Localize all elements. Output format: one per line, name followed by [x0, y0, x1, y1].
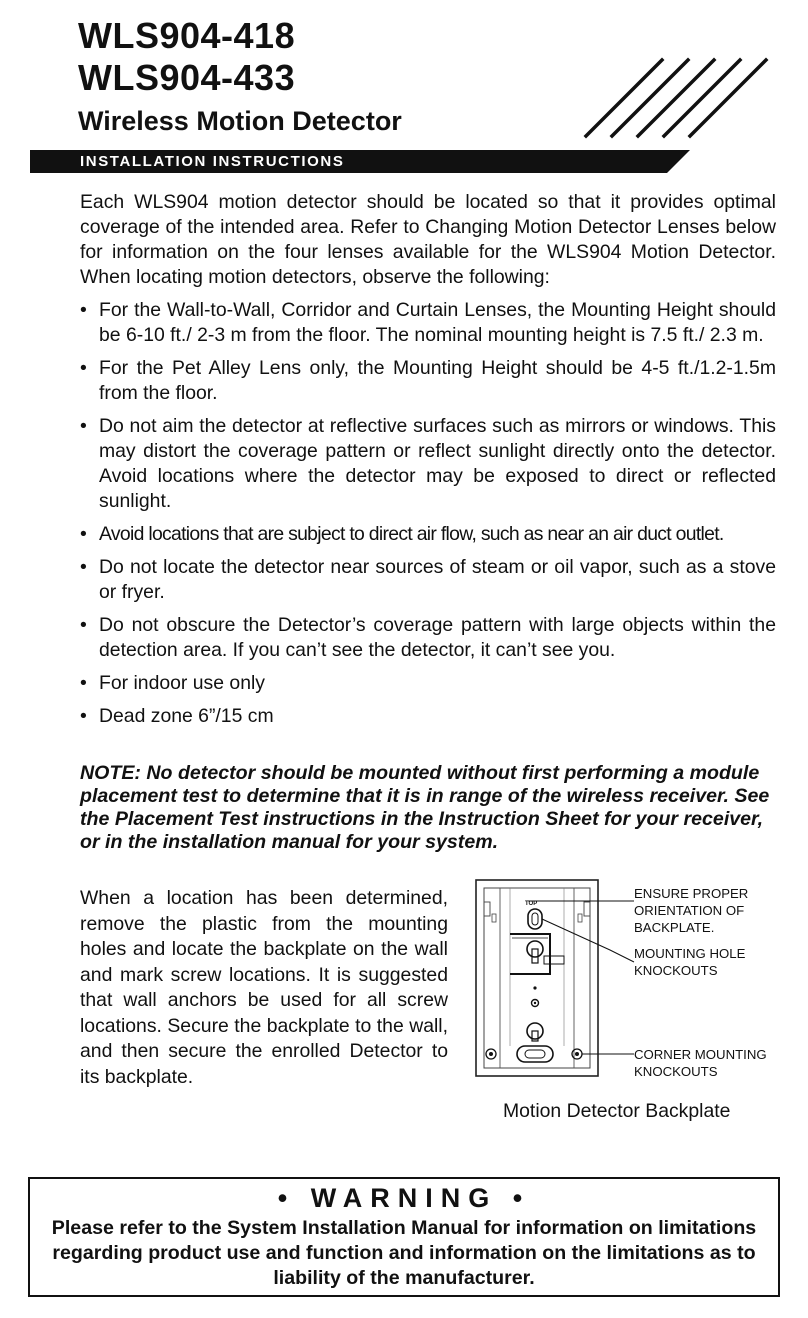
list-item: • Do not aim the detector at reflective surfaces such as mirrors or windows. This may distort the coverage pattern or reflect sunlight directly onto the detector. Avoid locations where the detector may be exposed to direct or reflected sunlight.	[80, 414, 776, 514]
model-number-433: WLS904-433	[78, 57, 296, 98]
document-subtitle: Wireless Motion Detector	[78, 106, 402, 136]
placement-guidelines-list	[80, 298, 776, 737]
list-item: • For the Pet Alley Lens only, the Mounting Height should be 4-5 ft./1.2-1.5m from the floor.	[80, 356, 776, 406]
list-item: • For indoor use only	[80, 671, 776, 696]
callout-corner-mounting-knockouts: CORNER MOUNTING KNOCKOUTS	[634, 1047, 767, 1079]
list-item: • Dead zone 6”/15 cm	[80, 704, 776, 729]
model-number-418: WLS904-418	[78, 15, 296, 56]
list-item: • Do not locate the detector near sources of steam or oil vapor, such as a stove or fryer.	[80, 555, 776, 605]
list-item: • Do not obscure the Detector’s coverage pattern with large objects within the detection area. If you can’t see the detector, it can’t see you.	[80, 613, 776, 663]
intro-paragraph: Each WLS904 motion detector should be located so that it provides optimal coverage of the intended area. Refer to Changing Motion Detector Lenses below for information on the four lenses available for the WLS904 Motion Detector. When locating motion detectors, observe the following:	[80, 191, 776, 288]
figure-caption: Motion Detector Backplate	[503, 1100, 731, 1122]
list-item: • For the Wall-to-Wall, Corridor and Curtain Lenses, the Mounting Height should be 6-10 ft./ 2-3 m from the floor. The nominal mounting height is 7.5 ft./ 2.3 m.	[80, 298, 776, 348]
top-mark-label: TOP	[525, 901, 538, 907]
warning-title: • WARNING •	[277, 1183, 531, 1213]
callout-mounting-hole-knockouts: MOUNTING HOLE KNOCKOUTS	[634, 946, 746, 978]
section-title: INSTALLATION INSTRUCTIONS	[80, 153, 345, 170]
decorative-stripes	[580, 56, 780, 140]
callout-orientation: ENSURE PROPER ORIENTATION OF BACKPLATE.	[634, 886, 749, 935]
list-item: • Avoid locations that are subject to direct air flow, such as near an air duct outlet.	[80, 522, 776, 547]
mounting-paragraph: When a location has been determined, remove the plastic from the mounting holes and locate the backplate on the wall and mark screw locations. It is suggested that wall anchors be used for all screw locations. Secure the backplate to the wall, and then secure the enrolled Detector to its backplate.	[80, 887, 448, 1088]
placement-test-note: NOTE: No detector should be mounted without first performing a module placement test to determine that it is in range of the wireless receiver. See the Placement Test instructions in the Instruction Sheet for your receiver, or in the installation manual for your system.	[80, 762, 770, 853]
warning-text: Please refer to the System Installation Manual for information on limitations regarding product use and function and information on the limitations as to liability of the manufacturer.	[51, 1217, 757, 1289]
